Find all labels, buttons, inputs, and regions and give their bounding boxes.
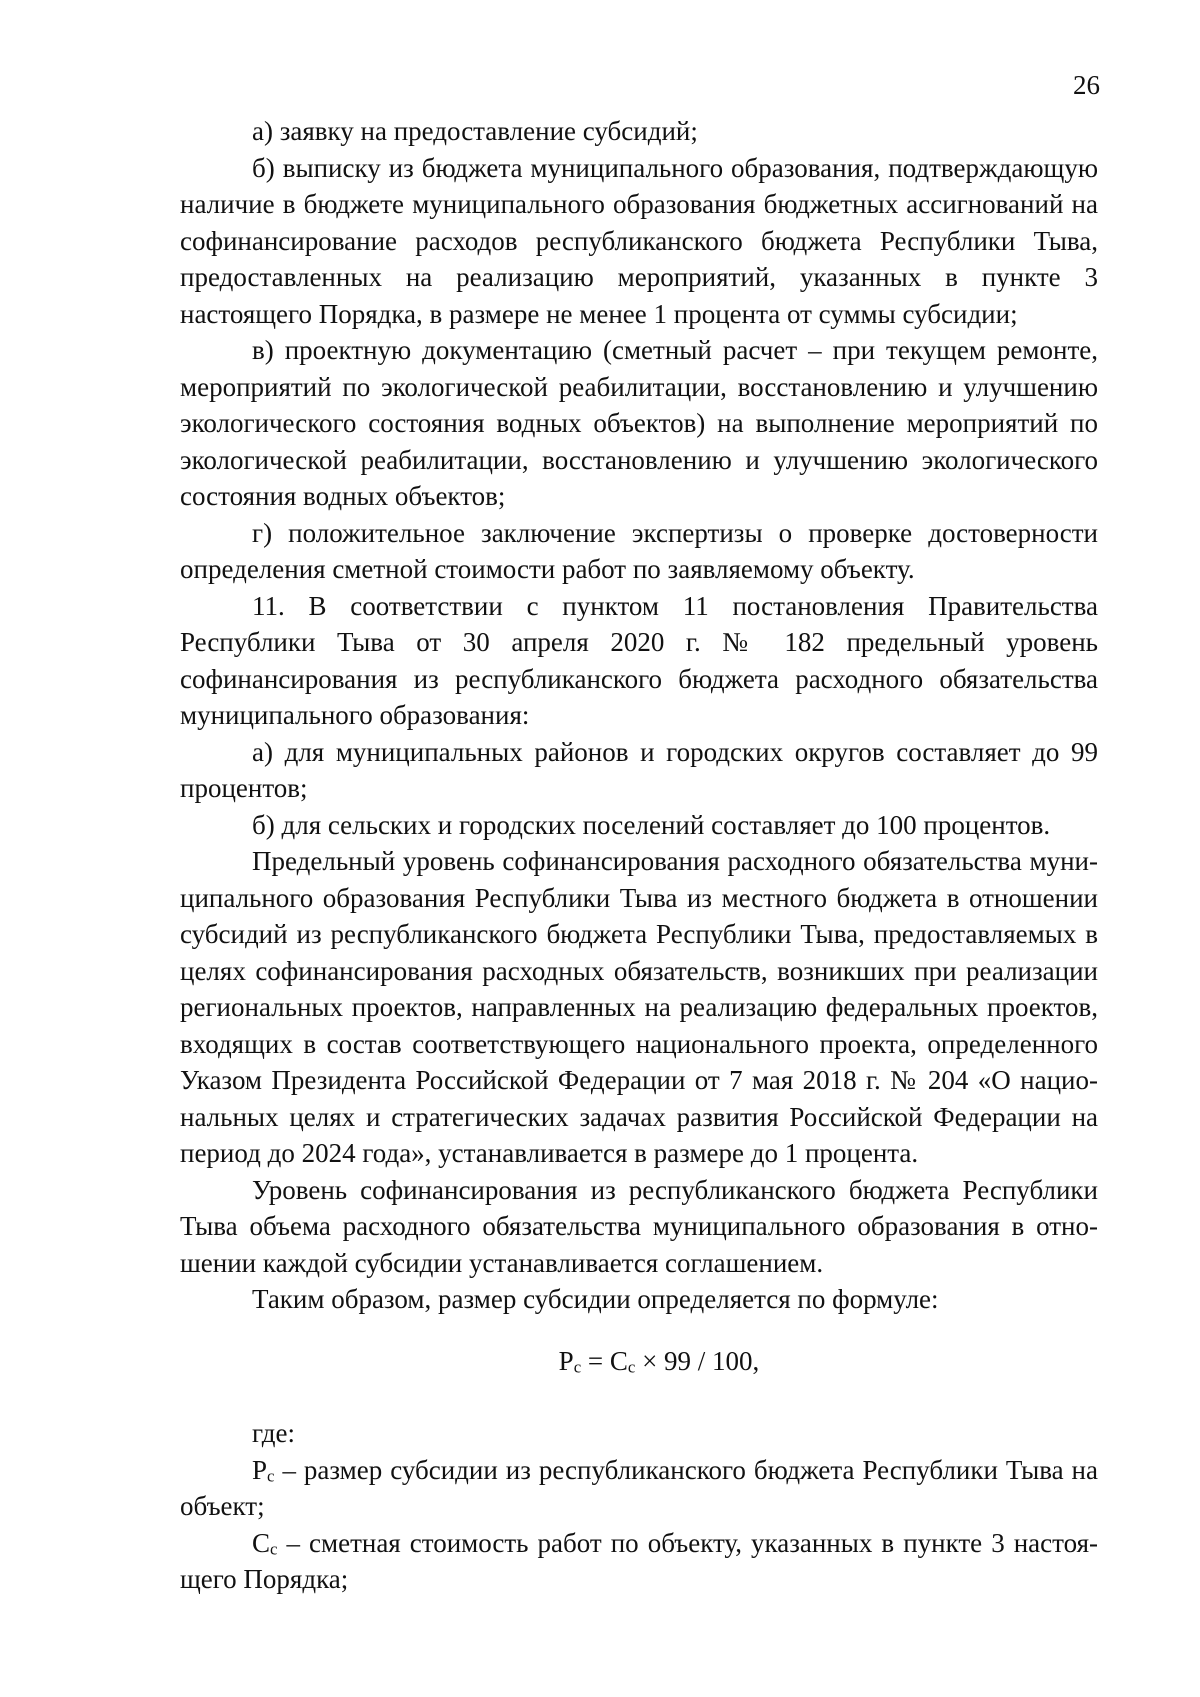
paragraph-item-a-districts: а) для муниципальных районов и городских округов составляет до 99 процентов;	[180, 736, 1098, 803]
formula-lhs-subscript: c	[573, 1357, 582, 1376]
paragraph-item-g-expert-conclusion: г) положительное заключение экспертизы о проверке достоверности определения сметной стоимости работ по заявляемому объекту.	[180, 517, 1098, 584]
formula-rhs-subscript: c	[627, 1357, 636, 1376]
document-body	[180, 113, 1098, 1598]
definition-pc	[180, 1452, 1098, 1525]
paragraph-item-a-application: а) заявку на предоставление субсидий;	[252, 116, 698, 146]
definition-cc-subscript: c	[270, 1539, 278, 1558]
definition-cc-text: – сметная стоимость работ по объекту, указанных в пункте 3 настоящего Порядка;	[180, 1527, 1098, 1594]
formula-lhs-symbol: P	[558, 1345, 574, 1376]
formula-equals: =	[581, 1345, 610, 1376]
paragraph-item-b-budget-extract: б) выписку из бюджета муниципального образования, подтверждающую наличие в бюджете муниципального образования бюджетных ассигнований на софинансирование расходов республиканского бюджета Республики Тыва, предоставленных на реализацию мероприятий, указанных в пункте 3 настоящего Порядка, в размере не менее 1 процента от суммы субсидии;	[180, 152, 1098, 329]
formula-tail: × 99 / 100,	[635, 1345, 760, 1376]
paragraph-clause-11: 11. В соответствии с пунктом 11 постановления Правительства Республики Тыва от 30 апреля 2020 г. № 182 предельный уровень софинансирования из республиканского бюджета расходного обязательства муниципального образования:	[180, 590, 1098, 730]
paragraph-cofinancing-level: Уровень софинансирования из республиканского бюджета Республики Тыва объема расходного обязательства муниципального образования в отношении каждой субсидии устанавливается соглашением.	[180, 1174, 1098, 1278]
formula-rhs-symbol: C	[609, 1345, 628, 1376]
subsidy-formula	[180, 1343, 1098, 1380]
definition-cc	[180, 1525, 1098, 1598]
paragraph-item-b-settlements: б) для сельских и городских поселений составляет до 100 процентов.	[252, 809, 1051, 840]
definition-pc-text: – размер субсидии из республиканского бюджета Республики Тыва на объект;	[180, 1454, 1098, 1521]
definition-pc-subscript: c	[267, 1466, 275, 1485]
paragraph-formula-intro: Таким образом, размер субсидии определяется по формуле:	[252, 1284, 939, 1314]
page-number: 26	[1073, 70, 1100, 100]
definition-cc-symbol: C	[252, 1527, 271, 1558]
paragraph-cofinancing-limit: Предельный уровень софинансирования расходного обязательства муниципального образования Республики Тыва из местного бюджета в отношении субсидий из республиканского бюджета Республики Тыва, предоставляемых в целях софинансирования расходных обязательств, возникших при реализации региональных проектов, направленных на реализацию федеральных проектов, входящих в состав соответствующего национального проекта, определенного Указом Президента Российской Федерации от 7 мая 2018 г. № 204 «О национальных целях и стратегических задачах развития Российской Федерации на период до 2024 года», устанавливается в размере до 1 процента.	[180, 846, 1098, 1168]
where-label: где:	[252, 1418, 295, 1448]
paragraph-item-v-project-docs: в) проектную документацию (сметный расчет – при текущем ремонте, мероприятий по экологической реабилитации, восстановлению и улучшению экологического состояния водных объектов) на выполнение мероприятий по экологической реабилитации, восстановлению и улучшению экологического состояния водных объектов;	[180, 335, 1098, 511]
definition-pc-symbol: P	[252, 1454, 268, 1485]
